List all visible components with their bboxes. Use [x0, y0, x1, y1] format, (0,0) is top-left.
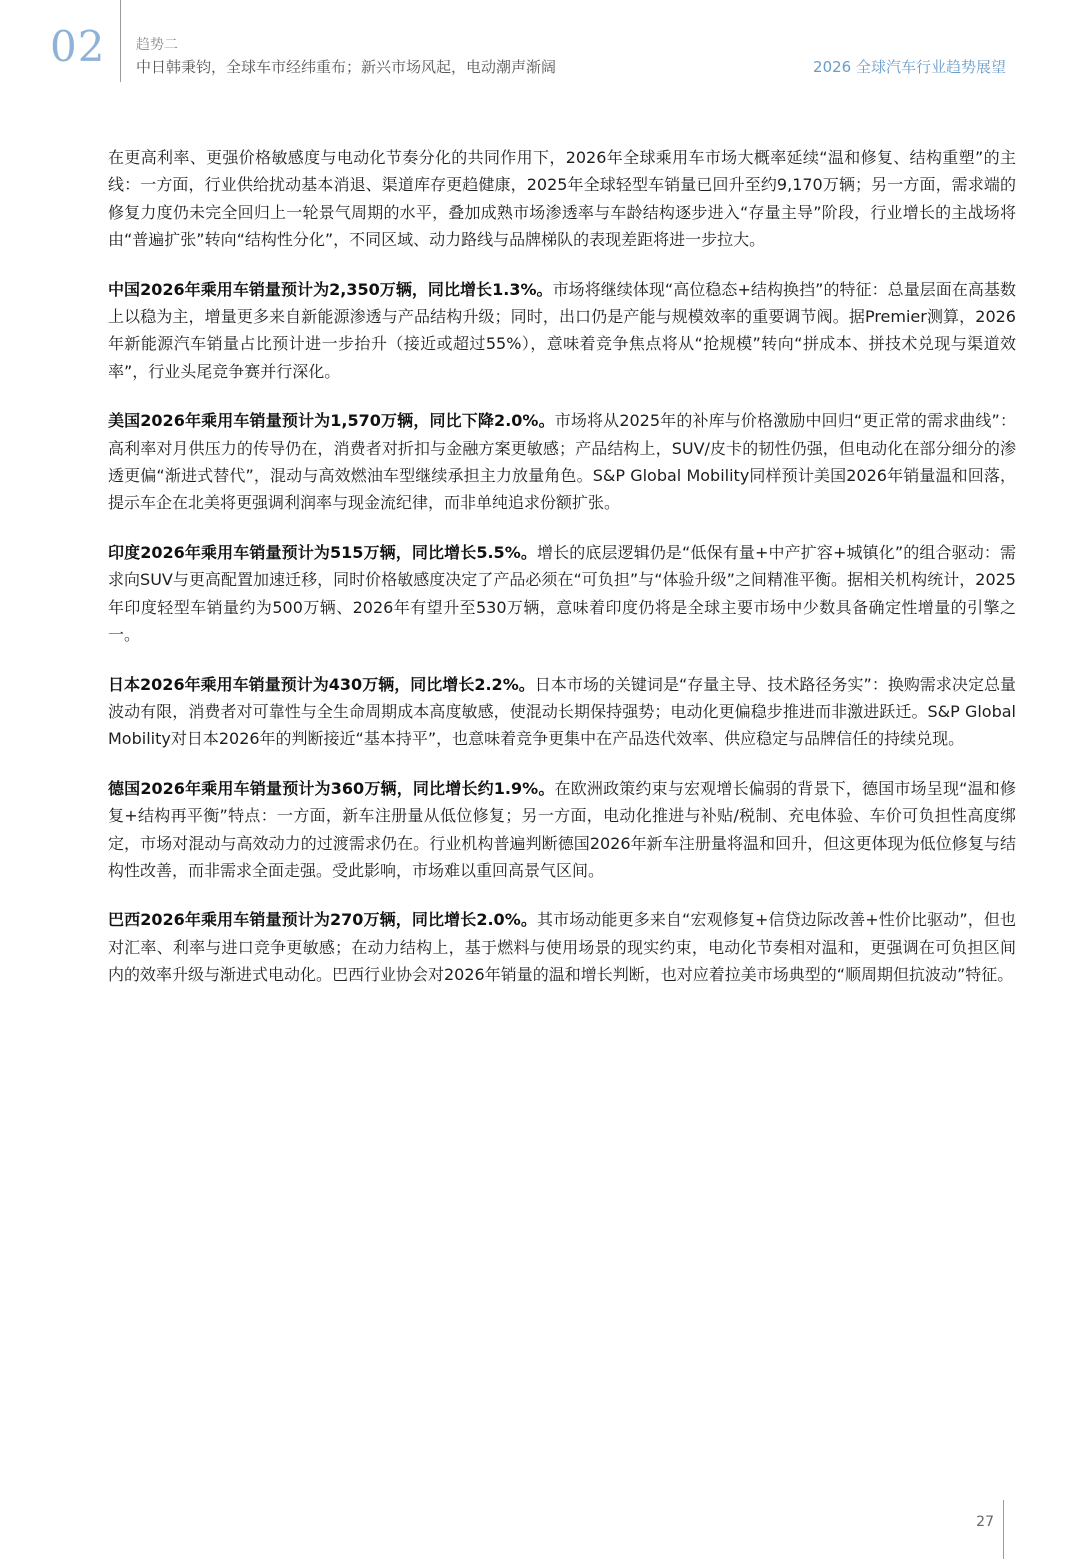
paragraph-japan: [108, 671, 1016, 753]
paragraph-lead: 美国2026年乘用车销量预计为1,570万辆，同比下降2.0%。: [108, 411, 555, 431]
paragraph-lead: 印度2026年乘用车销量预计为515万辆，同比增长5.5%。: [108, 542, 537, 562]
report-title: 2026 全球汽车行业趋势展望: [813, 58, 1006, 76]
paragraph-lead: 巴西2026年乘用车销量预计为270万辆，同比增长2.0%。: [108, 910, 537, 930]
paragraph-text: 在欧洲政策约束与宏观增长偏弱的背景下，德国市场呈现“温和修复+结构再平衡”特点：一方面，新车注册量从低位修复；另一方面，电动化推进与补贴/税制、充电体验、车价可负担性高度绑定，市场对混动与高效动力的过渡需求仍在。行业机构普遍判断德国2026年新车注册量将温和回升，但这更体现为低位修复与结构性改善，而非需求全面走强。受此影响，市场难以重回高景气区间。: [108, 778, 1016, 880]
header-divider: [120, 0, 121, 82]
paragraph-lead: 日本2026年乘用车销量预计为430万辆，同比增长2.2%。: [108, 674, 535, 694]
paragraph-germany: [108, 775, 1016, 885]
paragraph-text: 增长的底层逻辑仍是“低保有量+中产扩容+城镇化”的组合驱动：需求向SUV与更高配置加速迁移，同时价格敏感度决定了产品必须在“可负担”与“体验升级”之间精准平衡。据相关机构统计，2025年印度轻型车销量约为500万辆、2026年有望升至530万辆，意味着印度仍将是全球主要市场中少数具备确定性增量的引擎之一。: [108, 542, 1016, 645]
paragraph-china: [108, 276, 1016, 386]
page-number: 27: [976, 1514, 994, 1530]
paragraph-brazil: [108, 906, 1016, 988]
paragraph-text: 在更高利率、更强价格敏感度与电动化节奏分化的共同作用下，2026年全球乘用车市场大概率延续“温和修复、结构重塑”的主线：一方面，行业供给扰动基本消退、渠道库存更趋健康，2025年全球轻型车销量已回升至约9,170万辆；另一方面，需求端的修复力度仍未完全回归上一轮景气周期的水平，叠加成熟市场渗透率与车龄结构逐步进入“存量主导”阶段，行业增长的主战场将由“普遍扩张”转向“结构性分化”，不同区域、动力路线与品牌梯队的表现差距将进一步拉大。: [108, 148, 1016, 250]
body-content: [108, 144, 1016, 1011]
section-label: 趋势二: [136, 37, 178, 53]
paragraph-text: 市场将从2025年的补库与价格激励中回归“更正常的需求曲线”：高利率对月供压力的传导仍在，消费者对折扣与金融方案更敏感；产品结构上，SUV/皮卡的韧性仍强，但电动化在部分细分的渗透更偏“渐进式替代”，混动与高效燃油车型继续承担主力放量角色。S&P Global Mobility同样预计美国2026年销量温和回落，提示车企在北美将更强调利润率与现金流纪律，而非单纯追求份额扩张。: [108, 411, 1016, 513]
paragraph-text: 其市场动能更多来自“宏观修复+信贷边际改善+性价比驱动”，但也对汇率、利率与进口竞争更敏感；在动力结构上，基于燃料与使用场景的现实约束，电动化节奏相对温和，更强调在可负担区间内的效率升级与渐进式电动化。巴西行业协会对2026年销量的温和增长判断，也对应着拉美市场典型的“顺周期但抗波动”特征。: [108, 910, 1016, 985]
paragraph-text: 日本市场的关键词是“存量主导、技术路径务实”：换购需求决定总量波动有限，消费者对可靠性与全生命周期成本高度敏感，使混动长期保持强势；电动化更偏稳步推进而非激进跃迁。S&P Global Mobility对日本2026年的判断接近“基本持平”，也意味着竞争更集中在产品迭代效率、供应稳定与品牌信任的持续兑现。: [108, 674, 1016, 749]
paragraph-intro: [108, 144, 1016, 254]
paragraph-india: [108, 539, 1016, 649]
paragraph-lead: 德国2026年乘用车销量预计为360万辆，同比增长约1.9%。: [108, 778, 555, 798]
paragraph-text: 市场将继续体现“高位稳态+结构换挡”的特征：总量层面在高基数上以稳为主，增量更多来自新能源渗透与产品结构升级；同时，出口仍是产能与规模效率的重要调节阀。据Premier测算，2026年新能源汽车销量占比预计进一步抬升（接近或超过55%），意味着竞争焦点将从“抢规模”转向“拼成本、拼技术兑现与渠道效率”，行业头尾竞争赛并行深化。: [108, 279, 1016, 381]
paragraph-lead: 中国2026年乘用车销量预计为2,350万辆，同比增长1.3%。: [108, 279, 553, 299]
chapter-number: 02: [50, 22, 106, 71]
section-title: 中日韩秉钧，全球车市经纬重布；新兴市场风起，电动潮声渐阔: [136, 58, 557, 76]
page-header: [0, 0, 1080, 90]
footer-divider: [1003, 1500, 1004, 1559]
paragraph-usa: [108, 407, 1016, 517]
